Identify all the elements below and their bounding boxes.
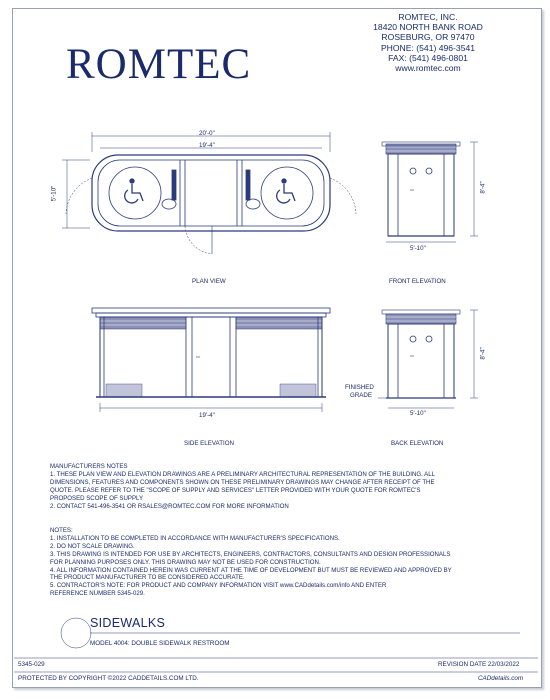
manufacturer-note-line: 2. CONTACT 541-496-3541 OR RSALES@ROMTEC.COM FOR MORE INFORMATION: [50, 502, 289, 510]
front-elevation-label: FRONT ELEVATION: [389, 278, 446, 285]
notes-heading: NOTES:: [50, 527, 73, 534]
plan-dim-depth: 5'-10": [50, 185, 58, 202]
plan-dim-overall: 20'-0": [199, 130, 215, 137]
website-link[interactable]: www.romtec.com: [395, 63, 461, 74]
phone-number: PHONE: (541) 496-3541: [380, 42, 476, 53]
note-line: THE PRODUCT MANUFACTURER TO BE CONSIDERED ACCURATE.: [50, 574, 245, 582]
address-line-2: ROSEBURG, OR 97470: [381, 32, 475, 43]
manufacturer-notes: [50, 463, 435, 510]
address-line-1: 18420 NORTH BANK ROAD: [373, 22, 483, 33]
front-dim-height: 8'-4": [479, 181, 487, 194]
plan-dim-inner: 19'-4": [199, 142, 215, 149]
model-subtitle: MODEL 4004: DOUBLE SIDEWALK RESTROOM: [90, 640, 230, 647]
romtec-logo: ROMTEC: [66, 41, 252, 88]
side-dim-width: 19'-4": [199, 412, 215, 419]
plan-view-label: PLAN VIEW: [192, 278, 226, 285]
company-name: ROMTEC, INC.: [398, 12, 458, 22]
side-elevation-label: SIDE ELEVATION: [184, 440, 234, 447]
copyright-notice: PROTECTED BY COPYRIGHT ©2022 CADDETAILS.COM LTD.: [18, 675, 199, 682]
back-dim-width: 5'-10": [410, 410, 426, 417]
back-elevation: [378, 310, 478, 408]
plan-view: [62, 132, 356, 254]
manufacturer-note-line: QUOTE. PLEASE REFER TO THE "SCOPE OF SUPPLY AND SERVICES" LETTER PROVIDED WITH YOUR QUOTE FOR ROMTEC'S: [50, 486, 421, 494]
reference-number: 5345-029: [18, 661, 45, 668]
note-line: 3. THIS DRAWING IS INTENDED FOR USE BY ARCHITECTS, ENGINEERS, CONTRACTORS, CONSULTANTS AND DESIGN PROFESSIONALS: [50, 550, 451, 558]
grade-label-2: GRADE: [350, 392, 373, 399]
side-elevation: [92, 308, 330, 412]
drawing-title: SIDEWALKS: [90, 616, 166, 630]
manufacturer-note-line: DIMENSIONS, FEATURES AND COMPONENTS SHOWN ON THESE PRELIMINARY DRAWINGS MAY CHANGE AFTER RECEIPT OF THE: [50, 478, 435, 486]
note-line: 5. CONTRACTOR'S NOTE: FOR PRODUCT AND COMPANY INFORMATION VISIT www.CADdetails.com/info AND ENTER: [50, 582, 387, 590]
back-dim-height: 8'-4": [479, 347, 487, 360]
note-line: 4. ALL INFORMATION CONTAINED HEREIN WAS CURRENT AT THE TIME OF DEVELOPMENT BUT MUST BE REVIEWED AND APPROVED BY: [50, 566, 452, 574]
revision-date: REVISION DATE 22/03/2022: [438, 661, 520, 668]
note-line: REFERENCE NUMBER 5345-029.: [50, 590, 145, 598]
fax-number: FAX: (541) 496-0801: [388, 52, 468, 63]
general-notes: [50, 527, 452, 598]
cad-details-logo[interactable]: CADdetails.com: [478, 675, 524, 682]
manufacturer-note-line: PROPOSED SCOPE OF SUPPLY: [50, 494, 144, 502]
note-line: 1. INSTALLATION TO BE COMPLETED IN ACCORDANCE WITH MANUFACTURER'S SPECIFICATIONS.: [50, 534, 340, 542]
manufacturer-notes-heading: MANUFACTURERS NOTES: [50, 463, 128, 470]
grade-label-1: FINISHED: [345, 384, 374, 391]
note-line: 2. DO NOT SCALE DRAWING.: [50, 542, 135, 550]
note-line: FOR PLANNING PURPOSES ONLY. THIS DRAWING MAY NOT BE USED FOR CONSTRUCTION.: [50, 558, 321, 566]
front-dim-width: 5'-10": [410, 245, 426, 252]
back-elevation-label: BACK ELEVATION: [391, 440, 444, 447]
manufacturer-note-line: 1. THESE PLAN VIEW AND ELEVATION DRAWINGS ARE A PRELIMINARY ARCHITECTURAL REPRESENTATION OF THE BUILDING. ALL: [50, 470, 436, 478]
front-elevation: [382, 142, 478, 242]
